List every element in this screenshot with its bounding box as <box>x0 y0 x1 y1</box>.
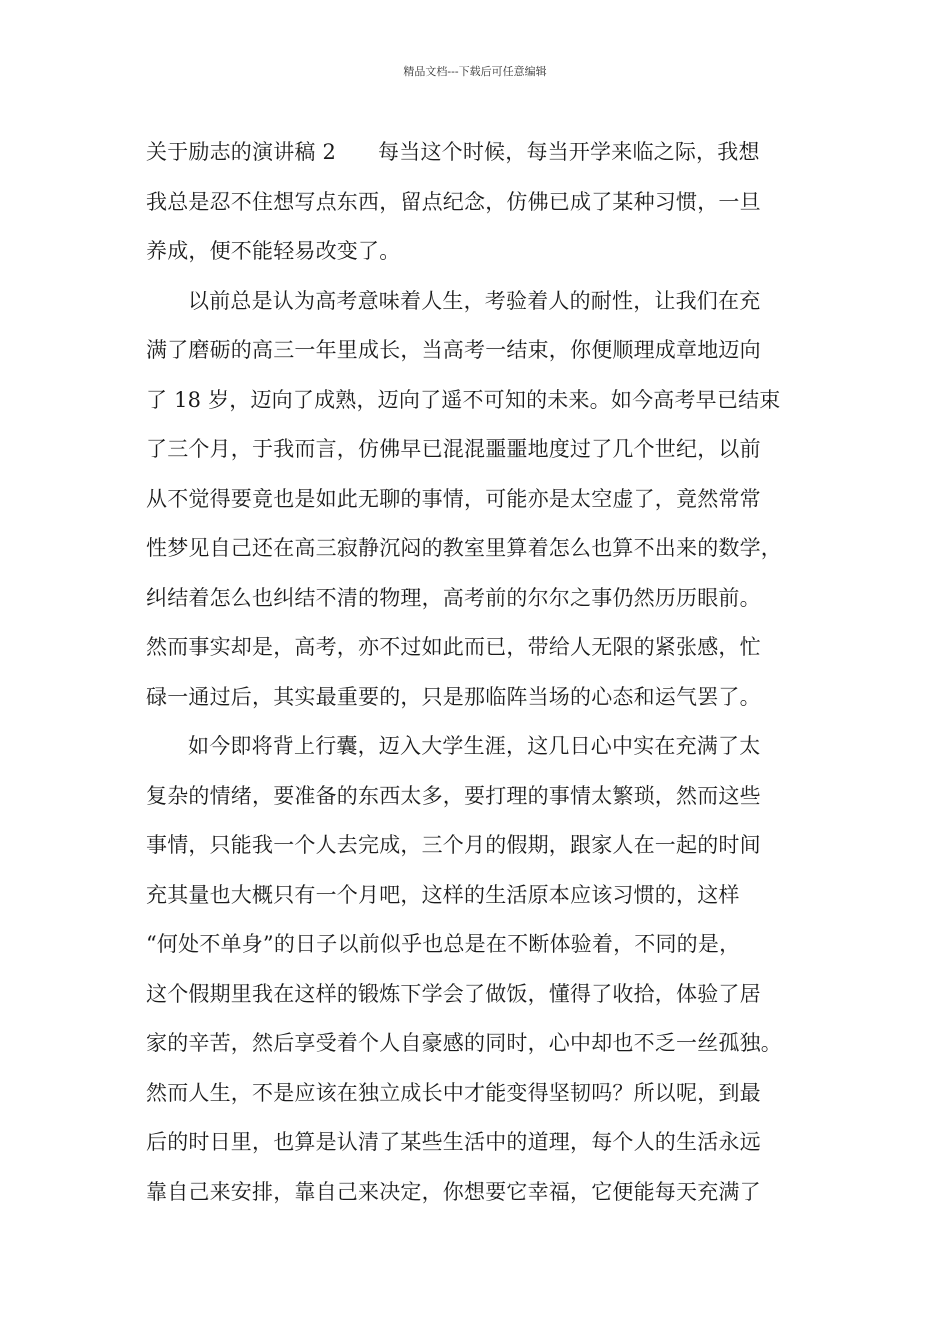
text-line: 复杂的情绪，要准备的东西太多，要打理的事情太繁琐，然而这些 <box>146 783 761 808</box>
text-line: 事情，只能我一个人去完成，三个月的假期，跟家人在一起的时间 <box>146 833 761 857</box>
text-line: 如今即将背上行囊，迈入大学生涯，这几日心中实在充满了太 <box>188 734 761 758</box>
text-line: 了 18 岁，迈向了成熟，迈向了遥不可知的未来。如今高考早已结束 <box>146 387 781 412</box>
text-line: 养成，便不能轻易改变了。 <box>146 239 401 263</box>
paragraph-3 <box>146 722 810 1217</box>
document-title: 关于励志的演讲稿 2 <box>146 140 337 164</box>
text-line: 性梦见自己还在高三寂静沉闷的教室里算着怎么也算不出来的数学， <box>146 536 782 560</box>
text-line: 然而事实却是，高考，亦不过如此而已，带给人无限的紧张感，忙 <box>146 635 761 659</box>
text-line: 充其量也大概只有一个月吧，这样的生活原本应该习惯的，这样 <box>146 882 740 907</box>
text-line: 靠自己来安排，靠自己来决定，你想要它幸福，它便能每天充满了 <box>146 1179 761 1204</box>
paragraph-2 <box>146 277 810 723</box>
text-line: 了三个月，于我而言，仿佛早已混混噩噩地度过了几个世纪，以前 <box>146 437 761 461</box>
text-line: 后的时日里，也算是认清了某些生活中的道理，每个人的生活永远 <box>146 1130 761 1154</box>
text-line: 从不觉得要竟也是如此无聊的事情，可能亦是太空虚了，竟然常常 <box>146 486 761 511</box>
page-header: 精品文档---下载后可任意编辑 <box>403 65 547 78</box>
text-line: 家的辛苦，然后享受着个人自豪感的同时，心中却也不乏一丝孤独。 <box>146 1031 782 1055</box>
text-line: 以前总是认为高考意味着人生，考验着人的耐性，让我们在充 <box>188 288 761 313</box>
document-body <box>146 128 810 1217</box>
text-line: “何处不单身”的日子以前似乎也总是在不断体验着，不同的是， <box>146 932 741 956</box>
text-line: 纠结着怎么也纠结不清的物理，高考前的尔尔之事仍然历历眼前。 <box>146 585 761 610</box>
paragraph-1 <box>146 128 810 277</box>
text-line-content: 每当这个时候，每当开学来临之际，我想 <box>378 140 760 164</box>
text-line: 这个假期里我在这样的锻炼下学会了做饭，懂得了收拾，体验了居 <box>146 981 761 1006</box>
text-line: 碌一通过后，其实最重要的，只是那临阵当场的心态和运气罢了。 <box>146 684 761 709</box>
text-line: 满了磨砺的高三一年里成长，当高考一结束，你便顺理成章地迈向 <box>146 338 761 362</box>
text-line: 然而人生，不是应该在独立成长中才能变得坚韧吗？所以呢，到最 <box>146 1080 761 1105</box>
text-line <box>146 128 810 178</box>
text-line: 我总是忍不住想写点东西，留点纪念，仿佛已成了某种习惯，一旦 <box>146 189 761 214</box>
